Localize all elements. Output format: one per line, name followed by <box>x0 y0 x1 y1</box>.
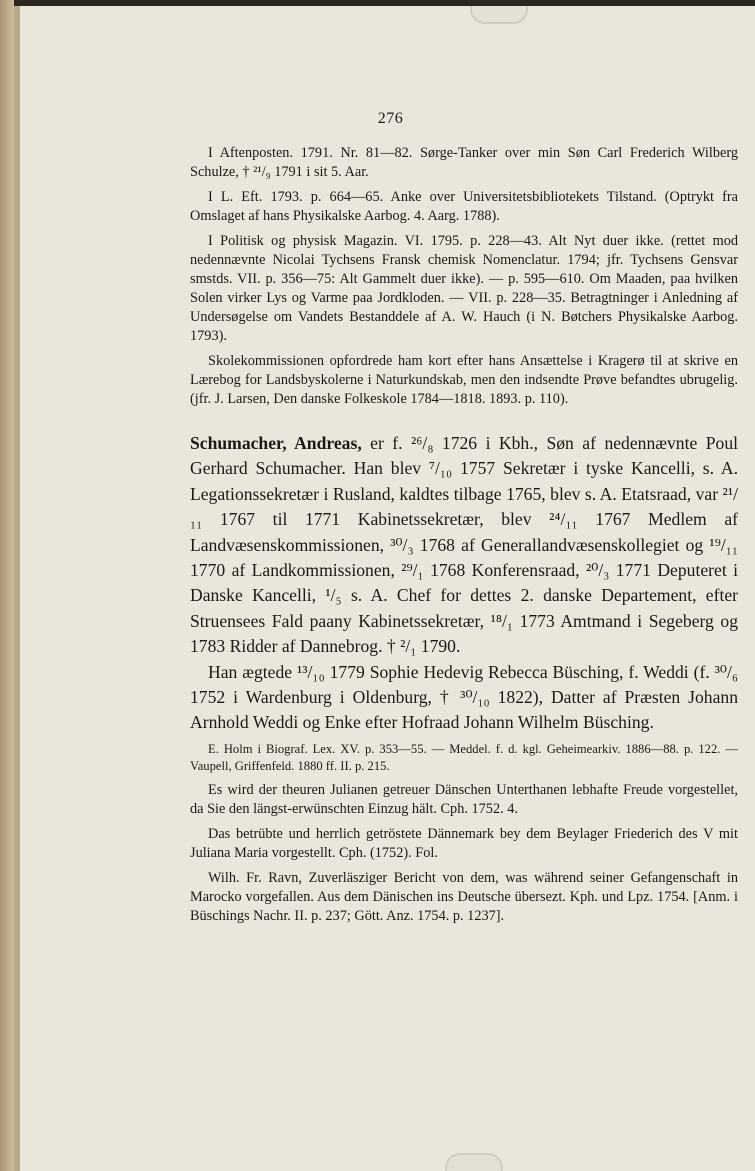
work-entry: Wilh. Fr. Ravn, Zuverläsziger Bericht von dem, was während seiner Gefangenschaft in Marocko vorgefallen. Aus dem Dänischen ins Deutsche übersezt. Kph. und Lpz. 1754. [Anm. i Büschings Nachr. II. p. 237; Gött. Anz. 1754. p. 1237]. <box>190 869 738 924</box>
references: E. Holm i Biograf. Lex. XV. p. 353—55. — Meddel. f. d. kgl. Geheimearkiv. 1886—88. p. 122. — Vaupell, Griffenfeld. 1880 ff. II. p. 215. <box>190 741 738 773</box>
entry-name: Schumacher, Andreas, <box>190 433 362 453</box>
binding-hole-bottom <box>445 1153 503 1171</box>
work-entry: Es wird der theuren Julianen getreuer Dänschen Unterthanen lebhafte Freude vorgestellet, da Sie den längst-erwünschten Einzug hält. Cph. 1752. 4. <box>190 781 738 817</box>
entry-text: er f. ²⁶/₈ 1726 i Kbh., Søn af nedennævnte Poul Gerhard Schumacher. Han blev ⁷/₁₀ 1757 Sekretær i tyske Kancelli, s. A. Legationssekretær i Rusland, kaldtes tilbage 1765, blev s. A. Etatsraad, var ²¹/₁₁ 1767 til 1771 Kabinetssekretær, blev ²⁴/₁₁ 1767 Medlem af Landvæsenskommissionen, ³⁰/₃ 1768 af Generallandvæsenskollegiet og ¹⁹/₁₁ 1770 af Landkommissionen, ²⁹/₁ 1768 Konferensraad, ²⁰/₃ 1771 Deputeret i Danske Kancelli, ¹/₅ s. A. Chef for dettes 2. danske Departement, efter Struensees Fald paany Kabinetssekretær, ¹⁸/₁ 1773 Amtmand i Segeberg og 1783 Ridder af Dannebrog. † ²/₁ 1790. <box>190 433 738 657</box>
bibliography-entry: I Aftenposten. 1791. Nr. 81—82. Sørge-Tanker over min Søn Carl Frederich Wilberg Schulze, † ²¹/₉ 1791 i sit 5. Aar. <box>190 145 738 180</box>
page-content <box>190 144 738 932</box>
bibliography-entry: I Politisk og physisk Magazin. VI. 1795. p. 228—43. Alt Nyt duer ikke. (rettet mod nedennævnte Nicolai Tychsens Fransk chemisk Nomenclatur. 1794; jfr. Tychsens Gensvar smstds. VII. p. 356—75: Alt Gammelt duer ikke). — p. 595—610. Om Maaden, paa hvilken Solen virker Lys og Varme paa Jordkloden. — VII. p. 228—35. Betragtninger i Anledning af Undersøgelse om Vandets Bestanddele af A. W. Hauch (i N. Bøtchers Physikalske Aarbog. 1793). <box>190 233 738 344</box>
marriage-paragraph: Han ægtede ¹³/₁₀ 1779 Sophie Hedevig Rebecca Büsching, f. Weddi (f. ³⁰/₆ 1752 i Wardenburg i Oldenburg, † ³⁰/₁₀ 1822), Datter af Præsten Johann Arnhold Weddi og Enke efter Hofraad Johann Wilhelm Büsching. <box>190 661 738 733</box>
work-entry: Das betrübte und herrlich getröstete Dännemark bey dem Beylager Friederich des V mit Juliana Maria vorgestellt. Cph. (1752). Fol. <box>190 825 738 861</box>
book-page <box>14 6 755 1171</box>
page-number: 276 <box>377 110 404 127</box>
binding-hole-top <box>470 6 528 24</box>
biography-entry <box>190 431 738 660</box>
book-spine-edge <box>0 0 14 1171</box>
bibliography-entry: I L. Eft. 1793. p. 664—65. Anke over Universitetsbibliotekets Tilstand. (Optrykt fra Omslaget af hans Physikalske Aarbog. 4. Aarg. 1788). <box>190 189 738 224</box>
note-paragraph: Skolekommissionen opfordrede ham kort efter hans Ansættelse i Kragerø til at skrive en Lærebog for Landsbyskolerne i Naturkundskab, men den indsendte Prøve befandtes ubrugelig. (jfr. J. Larsen, Den danske Folkeskole 1784—1818. 1893. p. 110). <box>190 353 738 407</box>
